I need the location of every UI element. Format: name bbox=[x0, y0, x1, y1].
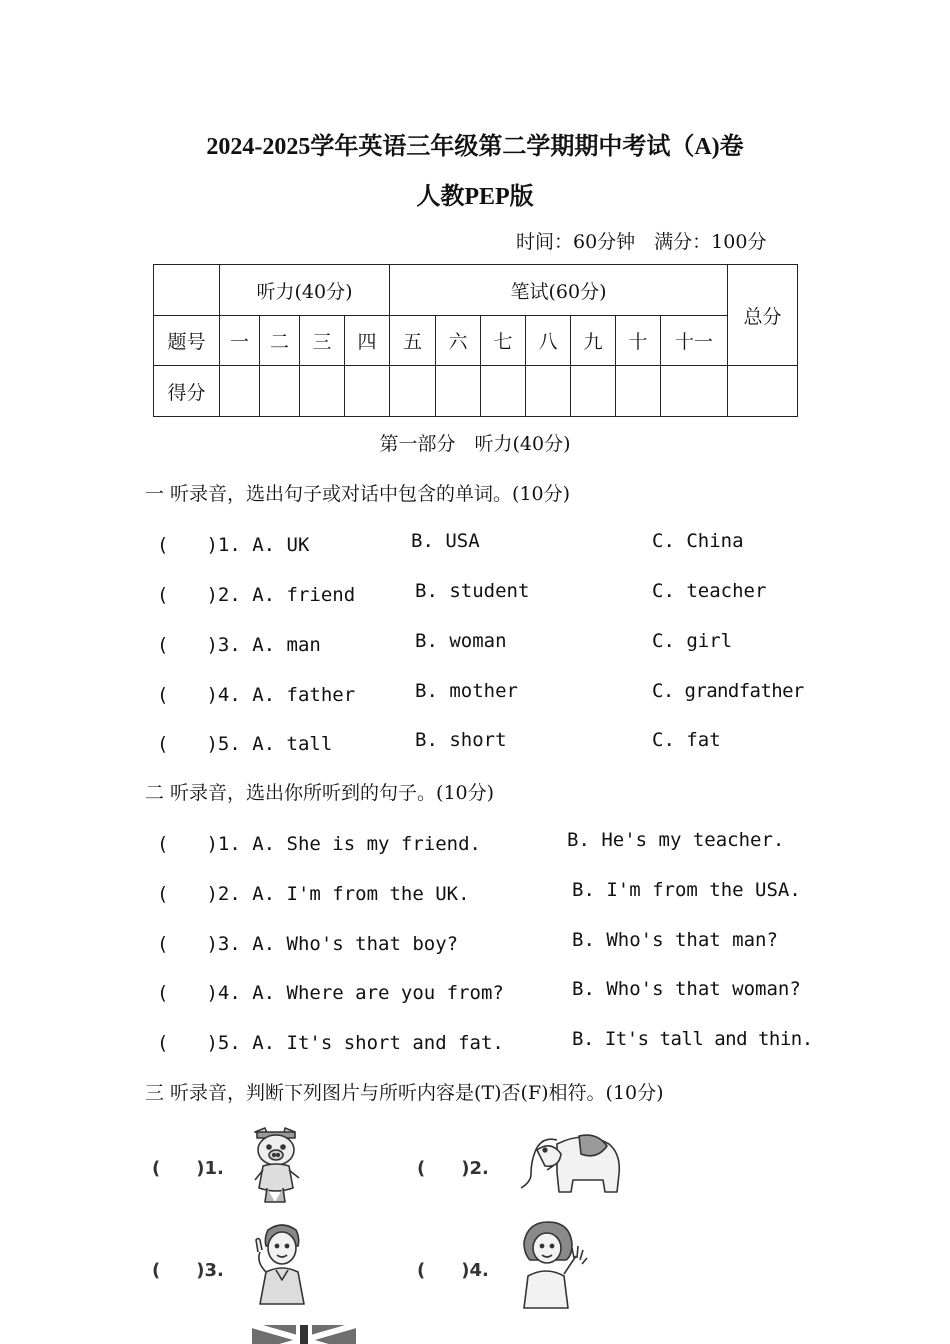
page-title: 2024-2025学年英语三年级第二学期期中考试（A)卷 bbox=[206, 134, 744, 160]
section1-title: 一 听录音，选出句子或对话中包含的单词。(10分) bbox=[145, 483, 571, 505]
s2-q2-b: B. I'm from the USA. bbox=[572, 879, 801, 901]
score-cell[interactable] bbox=[390, 366, 436, 417]
s1-q3-c: C. girl bbox=[652, 630, 733, 652]
s2-q3-b: B. Who's that man? bbox=[572, 929, 778, 951]
total-header: 总分 bbox=[728, 265, 798, 366]
total-score-cell[interactable] bbox=[728, 366, 798, 417]
number-cell: 六 bbox=[436, 316, 481, 366]
number-cell: 一 bbox=[220, 316, 260, 366]
score-cell[interactable] bbox=[220, 366, 260, 417]
score-table bbox=[153, 264, 798, 417]
score-cell[interactable] bbox=[526, 366, 571, 417]
score-cell[interactable] bbox=[616, 366, 661, 417]
s1-q4-c: C. grandfather bbox=[652, 680, 804, 702]
s1-q5-stem: ( )5. A. tall bbox=[157, 733, 333, 755]
s1-q2-c: C. teacher bbox=[652, 580, 767, 602]
s3-q2-label: ( )2. bbox=[417, 1158, 489, 1179]
s2-q3-a: ( )3. A. Who's that boy? bbox=[157, 933, 459, 955]
time-info: 时间：60分钟 满分：100分 bbox=[516, 231, 767, 253]
s2-q1-b: B. He's my teacher. bbox=[567, 829, 785, 851]
s2-q1-a: ( )1. A. She is my friend. bbox=[157, 833, 481, 855]
pig-icon bbox=[245, 1122, 310, 1208]
empty-cell bbox=[154, 265, 220, 316]
number-cell: 三 bbox=[300, 316, 345, 366]
number-cell: 五 bbox=[390, 316, 436, 366]
s2-q5-a: ( )5. A. It's short and fat. bbox=[157, 1032, 504, 1054]
writing-header: 笔试(60分) bbox=[390, 265, 728, 316]
uk-flag-icon bbox=[252, 1325, 356, 1344]
page-subtitle: 人教PEP版 bbox=[416, 184, 534, 210]
number-cell: 十 bbox=[616, 316, 661, 366]
s2-q4-b: B. Who's that woman? bbox=[572, 978, 801, 1000]
s1-q3-stem: ( )3. A. man bbox=[157, 634, 321, 656]
s2-q4-a: ( )4. A. Where are you from? bbox=[157, 982, 504, 1004]
s1-q3-b: B. woman bbox=[415, 630, 507, 652]
s2-q5-b: B. It's tall and thin. bbox=[572, 1028, 813, 1050]
listening-header: 听力(40分) bbox=[220, 265, 390, 316]
s1-q1-c: C. China bbox=[652, 530, 744, 552]
section2-title: 二 听录音，选出你所听到的句子。(10分) bbox=[145, 782, 495, 804]
number-cell: 四 bbox=[345, 316, 390, 366]
woman-icon bbox=[514, 1220, 590, 1312]
number-cell: 八 bbox=[526, 316, 571, 366]
number-cell: 二 bbox=[260, 316, 300, 366]
score-cell[interactable] bbox=[345, 366, 390, 417]
s1-q2-stem: ( )2. A. friend bbox=[157, 584, 356, 606]
score-cell[interactable] bbox=[260, 366, 300, 417]
score-row-label: 得分 bbox=[154, 366, 220, 417]
number-cell: 七 bbox=[481, 316, 526, 366]
score-cell[interactable] bbox=[300, 366, 345, 417]
s3-q1-label: ( )1. bbox=[152, 1158, 224, 1179]
number-cell: 十一 bbox=[661, 316, 728, 366]
number-cell: 九 bbox=[571, 316, 616, 366]
s1-q1-b: B. USA bbox=[411, 530, 480, 552]
s2-q2-a: ( )2. A. I'm from the UK. bbox=[157, 883, 470, 905]
s1-q5-b: B. short bbox=[415, 729, 507, 751]
s1-q1-stem: ( )1. A. UK bbox=[157, 534, 310, 556]
s1-q2-b: B. student bbox=[415, 580, 530, 602]
number-row-label: 题号 bbox=[154, 316, 220, 366]
s3-q4-label: ( )4. bbox=[417, 1260, 489, 1281]
s1-q4-b: B. mother bbox=[415, 680, 518, 702]
score-cell[interactable] bbox=[571, 366, 616, 417]
score-cell[interactable] bbox=[661, 366, 728, 417]
elephant-icon bbox=[517, 1126, 627, 1198]
score-cell[interactable] bbox=[481, 366, 526, 417]
section3-title: 三 听录音，判断下列图片与所听内容是(T)否(F)相符。(10分) bbox=[145, 1082, 664, 1104]
score-cell[interactable] bbox=[436, 366, 481, 417]
s3-q3-label: ( )3. bbox=[152, 1260, 224, 1281]
boy-icon bbox=[250, 1222, 312, 1310]
s1-q5-c: C. fat bbox=[652, 729, 721, 751]
part1-title: 第一部分 听力(40分) bbox=[379, 433, 571, 455]
s1-q4-stem: ( )4. A. father bbox=[157, 684, 356, 706]
